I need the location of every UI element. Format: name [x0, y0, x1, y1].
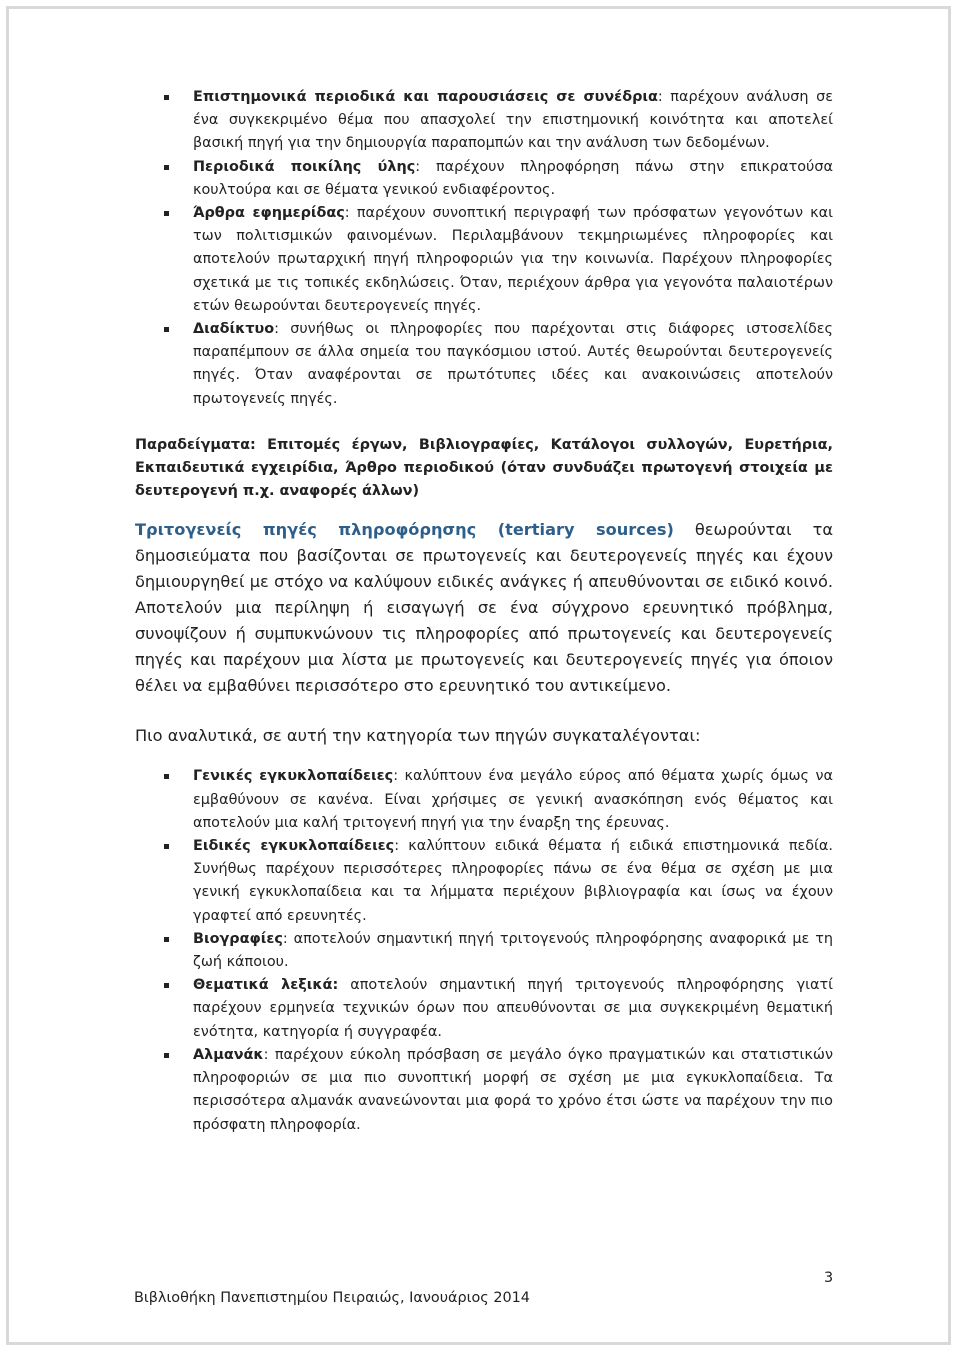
- tertiary-types-list: [135, 765, 833, 1136]
- item-description: : παρέχουν ανάλυση σε ένα συγκεκριμένο θέμα που απασχολεί την επιστημονική κοινότητα και αποτελεί βασική πηγή για την δημιουργία παραπομπών και την ανάλυση των δεδομένων.: [193, 89, 833, 152]
- item-term: Θεματικά λεξικά:: [193, 977, 339, 994]
- item-term: Άρθρα εφημερίδας: [193, 205, 345, 222]
- item-description: : παρέχουν εύκολη πρόσβαση σε μεγάλο όγκο πραγματικών και στατιστικών πληροφοριών σε μια πιο συνοπτική μορφή σε σχέση με μια εγκυκλοπαίδεια. Τα περισσότερα αλμανάκ ανανεώνονται μια φορά το χρόνο έτσι ώστε να παρέχουν την πιο πρόσφατη πληροφορία.: [193, 1046, 833, 1133]
- item-term: Γενικές εγκυκλοπαίδειες: [193, 768, 394, 785]
- tertiary-sources-text: θεωρούνται τα δημοσιεύματα που βασίζονται σε πρωτογενείς και δευτερογενείς πηγές και έχουν δημιουργηθεί με στόχο να καλύψουν ειδικές ανάγκες ή απευθύνονται σε ειδικό κοινό. Αποτελούν μια περίληψη ή εισαγωγή σε ένα σύγχρονο ερευνητικό πρόβλημα, συνοψίζουν ή συμπυκνώνουν τις πληροφορίες από πρωτογενείς και δευτερογενείς πηγές και παρέχουν μια λίστα με πρωτογενείς και δευτερογενείς πηγές για όποιον θέλει να εμβαθύνει περισσότερο στο ερευνητικό του αντικείμενο.: [135, 520, 833, 696]
- square-bullet-icon: [164, 937, 169, 942]
- tertiary-sources-heading: Τριτογενείς πηγές πληροφόρησης (tertiary sources): [135, 520, 674, 540]
- item-term: Αλμανάκ: [193, 1046, 264, 1063]
- tertiary-sources-paragraph: [135, 517, 833, 699]
- square-bullet-icon: [164, 844, 169, 849]
- examples-paragraph: Παραδείγματα: Επιτομές έργων, Βιβλιογραφίες, Κατάλογοι συλλογών, Ευρετήρια, Εκπαιδευτικά εγχειρίδια, Άρθρο περιοδικού (όταν συνδυάζει πρωτογενή στοιχεία με δευτερογενή π.χ. αναφορές άλλων): [135, 436, 833, 500]
- page-content: [135, 86, 833, 1137]
- list-item: [135, 835, 833, 928]
- item-description: αποτελούν σημαντική πηγή τριτογενούς πληροφόρησης γιατί παρέχουν ερμηνεία τεχνικών όρων που απευθύνονται σε μια συγκεκριμένη θεματική ενότητα, κατηγορία ή συγγραφέα.: [193, 977, 833, 1040]
- item-description: : αποτελούν σημαντική πηγή τριτογενούς πληροφόρησης αναφορικά με τη ζωή κάποιου.: [193, 930, 833, 971]
- page-number: 3: [824, 1270, 834, 1286]
- square-bullet-icon: [164, 165, 169, 170]
- item-description: : καλύπτουν ένα μεγάλο εύρος από θέματα χωρίς όμως να εμβαθύνουν σε κανένα. Είναι χρήσιμες σε γενική ανασκόπηση ενός θέματος και αποτελούν μια καλή τριτογενή πηγή για την έναρξη της έρευνας.: [193, 768, 833, 831]
- category-intro: Πιο αναλυτικά, σε αυτή την κατηγορία των πηγών συγκαταλέγονται:: [135, 726, 701, 746]
- item-term: Βιογραφίες: [193, 930, 283, 947]
- item-description: : παρέχουν συνοπτική περιγραφή των πρόσφατων γεγονότων και των πολιτισμικών φαινομένων. Περιλαμβάνουν τεκμηριωμένες πληροφορίες και αποτελούν πρωταρχική πηγή πληροφοριών για την κοινωνία. Παρέχουν πληροφορίες σχετικά με τις τοπικές εκδηλώσεις. Όταν, περιέχουν άρθρα για γεγονότα παλαιοτέρων ετών θεωρούνται δευτερογενείς πηγές.: [193, 205, 833, 314]
- list-item: [135, 974, 833, 1044]
- square-bullet-icon: [164, 1053, 169, 1058]
- square-bullet-icon: [164, 774, 169, 779]
- item-term: Περιοδικά ποικίλης ύλης: [193, 158, 416, 175]
- source-types-list: [135, 86, 833, 411]
- list-item: [135, 202, 833, 318]
- list-item: [135, 1044, 833, 1137]
- square-bullet-icon: [164, 327, 169, 332]
- item-description: : παρέχουν πληροφόρηση πάνω στην επικρατούσα κουλτούρα και σε θέματα γενικού ενδιαφέροντος.: [193, 158, 833, 198]
- item-term: Διαδίκτυο: [193, 321, 275, 338]
- list-item: [135, 928, 833, 974]
- square-bullet-icon: [164, 983, 169, 988]
- square-bullet-icon: [164, 211, 169, 216]
- list-item: [135, 765, 833, 835]
- item-description: : συνήθως οι πληροφορίες που παρέχονται στις διάφορες ιστοσελίδες παραπέμπουν σε άλλα σημεία του παγκόσμιου ιστού. Αυτές θεωρούνται δευτερογενείς πηγές. Όταν αναφέρονται σε πρωτότυπες ιδέες και ανακοινώσεις αποτελούν πρωτογενείς πηγές.: [193, 321, 833, 407]
- item-term: Επιστημονικά περιοδικά και παρουσιάσεις σε συνέδρια: [193, 89, 658, 105]
- item-term: Ειδικές εγκυκλοπαίδειες: [193, 838, 395, 855]
- square-bullet-icon: [164, 95, 169, 100]
- list-item: [135, 156, 833, 202]
- item-description: : καλύπτουν ειδικά θέματα ή ειδικά επιστημονικά πεδία. Συνήθως παρέχουν περισσότερες πληροφορίες πάνω σε ένα θέμα σε σχέση με μια γενική εγκυκλοπαίδεια και τα λήμματα περιέχουν βιβλιογραφία και ίσως να έχουν γραφτεί από ερευνητές.: [193, 838, 833, 924]
- list-item: [135, 318, 833, 411]
- list-item: [135, 86, 833, 156]
- footer-title: Βιβλιοθήκη Πανεπιστημίου Πειραιώς, Ιανουάριος 2014: [134, 1290, 530, 1306]
